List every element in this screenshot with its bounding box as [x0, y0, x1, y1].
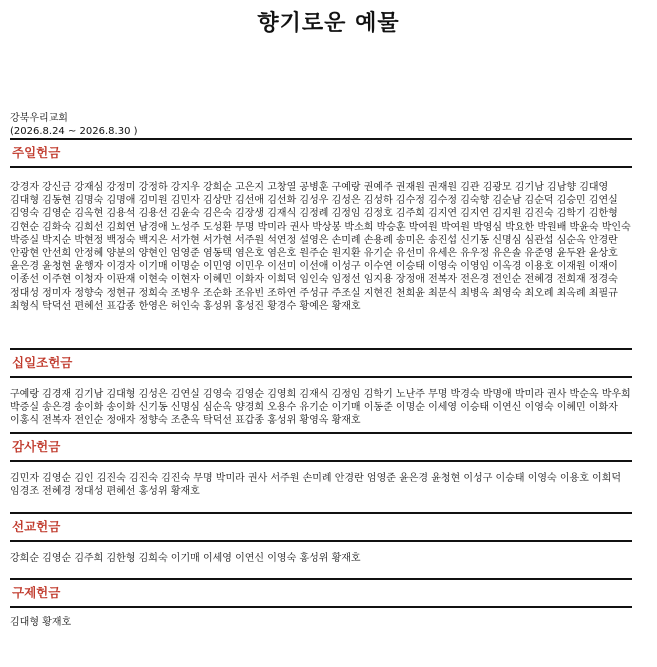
donor-names: 강희순 김영순 김주희 김한형 김희숙 이기매 이세영 이연신 이영숙 홍성위 황재호 — [10, 553, 361, 564]
donor-names: 김민자 김영순 김인 김진숙 김진숙 김진숙 무명 박미라 권사 서주원 손미례 안경란 엄영준 윤은경 윤청현 이성구 이승태 이영숙 이용호 이희덕 임경조 전혜경 정대성 편혜선 홍성위 황재호 — [10, 473, 622, 498]
section-sunday-offering — [10, 138, 632, 348]
section-relief-offering — [10, 578, 632, 629]
section-mission-offering — [10, 512, 632, 578]
section-thanksgiving-offering — [10, 432, 632, 512]
donor-names: 김대형 황재호 — [10, 617, 72, 628]
section-heading: 구제헌금 — [10, 578, 632, 608]
church-name: 강북우리교회 — [10, 113, 68, 124]
donor-names: 구예랑 김경재 김기남 김대형 김성은 김연실 김영숙 김영순 김영희 김재식 김정임 김학기 노난주 무명 박경숙 박명애 박미라 권사 박순옥 박우희 박증실 송은경 송이화 송이화 신기동 신명심 심순옥 양경희 오용수 유기순 이기매 이동준 이명순 이세영 이승태 이연신 이영숙 이혜민 이화자 이홍식 전복자 전인순 정애자 정향숙 조춘옥 탁덕선 표갑종 홍성위 황영옥 황재호 — [10, 389, 631, 427]
section-tithe-offering — [10, 348, 632, 432]
section-heading: 십일조헌금 — [10, 348, 632, 378]
offering-sections — [10, 138, 632, 629]
section-heading: 주일헌금 — [10, 138, 632, 168]
section-heading: 감사헌금 — [10, 432, 632, 462]
page-title: 향기로운 예물 — [257, 11, 400, 36]
section-heading: 선교헌금 — [10, 512, 632, 542]
date-range: (2026.8.24 ~ 2026.8.30 ) — [10, 126, 138, 137]
donor-names: 강경자 강신금 강재심 강정미 강정하 강지우 강희순 고은지 고창열 공병훈 구예랑 권예주 권재원 권재원 김관 김광모 김기남 김남향 김대영 김대형 김동현 김명숙 김명애 김미원 김민자 김상만 김선애 김선화 김성우 김성은 김성하 김수정 김수정 김숙향 김순남 김순덕 김승민 김연실 김영숙 김영순 김옥현 김용석 김용선 김윤숙 김은숙 김장생 김재식 김정례 김정임 김정호 김주희 김지연 김지연 김지원 김진숙 김학기 김한형 김현순 김화숙 김희선 김희연 남경애 노성주 도성환 무명 박미라 권사 박상봉 박소희 박승훈 박여원 박여원 박영심 박요한 박원배 박윤숙 박인숙 박증실 박지순 박현정 백정숙 백지은 서가현 서가현 서주원 석연정 설영은 손미례 손용례 송미은 송진섭 신기동 신명심 심관섭 심순옥 안경란 안광현 안선희 안정혜 양분의 양현인 엄영준 염동택 염은호 염은호 원주순 원지환 유기순 유선미 유세은 유우정 유은솔 유준영 윤두완 윤상호 윤은경 윤청현 윤행자 이경자 이기매 이명순 이민영 이민우 이선미 이선애 이성구 이수연 이승태 이영숙 이영임 이옥경 이용호 이재원 이재이 이종선 이주현 이청자 이판재 이현숙 이현자 이혜민 이화자 이희덕 임인숙 임정선 임지용 장정애 전복자 전은경 전인순 전혜경 전희재 정경숙 정대성 정미자 정향숙 정현규 정희숙 조병우 조순화 조유빈 조하연 주성규 주조실 지현진 천희윤 최문식 최병옥 최영숙 최오례 최옥례 최필규 최형식 탁덕선 편혜선 표갑종 한영은 허인숙 홍성위 홍성진 황경수 황예은 황재호 — [10, 182, 631, 312]
bulletin-meta — [10, 112, 138, 138]
